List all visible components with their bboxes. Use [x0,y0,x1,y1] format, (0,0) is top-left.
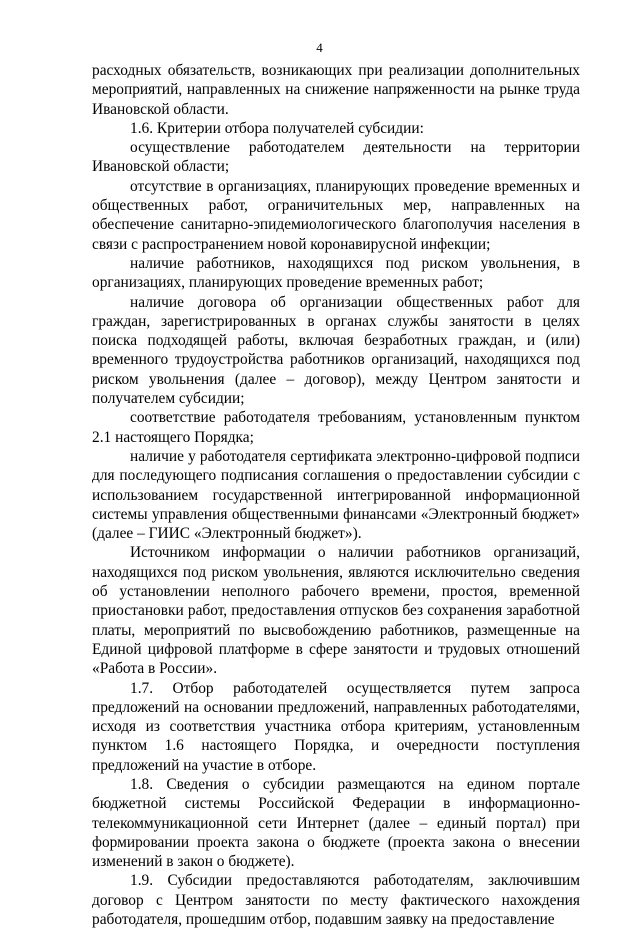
paragraph: наличие у работодателя сертификата электронно-цифровой подписи для последующего подписания соглашения о предоставлении субсидии с использованием государственной интегрированной информационной системы управления общественными финансами «Электронный бюджет» (далее – ГИИС «Электронный бюджет»). [92,447,580,543]
paragraph: расходных обязательств, возникающих при реализации дополнительных мероприятий, направленных на снижение напряженности на рынке труда Ивановской области. [92,62,580,118]
paragraph: наличие работников, находящихся под риском увольнения, в организациях, планирующих проведение временных работ; [92,254,580,292]
paragraph: Источником информации о наличии работников организаций, находящихся под риском увольнения, являются исключительно сведения об установлении неполного рабочего времени, простоя, временной приостановки работ, предоставления отпусков без сохранения заработной платы, мероприятий по высвобождению работников, размещенные на Единой цифровой платформе в сфере занятости и трудовых отношений «Работа в России». [92,544,580,678]
paragraph: наличие договора об организации общественных работ для граждан, зарегистрированных в органах службы занятости в целях поиска подходящей работы, включая безработных граждан, и (или) временного трудоустройства работников организаций, находящихся под риском увольнения (далее – договор), между Центром занятости и получателем субсидии; [92,293,580,408]
paragraph: соответствие работодателя требованиям, установленным пунктом 2.1 настоящего Порядка; [92,409,580,446]
page-number: 4 [316,40,323,55]
paragraph: 1.8. Сведения о субсидии размещаются на едином портале бюджетной системы Российской Федерации в информационно-телекоммуникационной сети Интернет (далее – единый портал) при формировании проекта закона о бюджете (проекта закона о внесении изменений в закон о бюджете). [92,775,580,871]
paragraph: 1.7. Отбор работодателей осуществляется путем запроса предложений на основании предложений, направленных работодателями, исходя из соответствия участника отбора критериям, установленным пунктом 1.6 настоящего Порядка, и очередности поступления предложений на участие в отборе. [92,679,580,774]
paragraph: отсутствие в организациях, планирующих проведение временных и общественных работ, ограничительных мер, направленных на обеспечение санитарно-эпидемиологического благополучия населения в связи с распространением новой коронавирусной инфекции; [92,177,580,253]
paragraph: 1.9. Субсидии предоставляются работодателям, заключившим договор с Центром занятости по месту фактического нахождения работодателя, прошедшим отбор, подавшим заявку на предоставление [92,872,580,929]
paragraph: осуществление работодателем деятельности на территории Ивановской области; [92,139,580,176]
paragraph: 1.6. Критерии отбора получателей субсидии: [130,119,424,137]
document-body [92,61,580,929]
